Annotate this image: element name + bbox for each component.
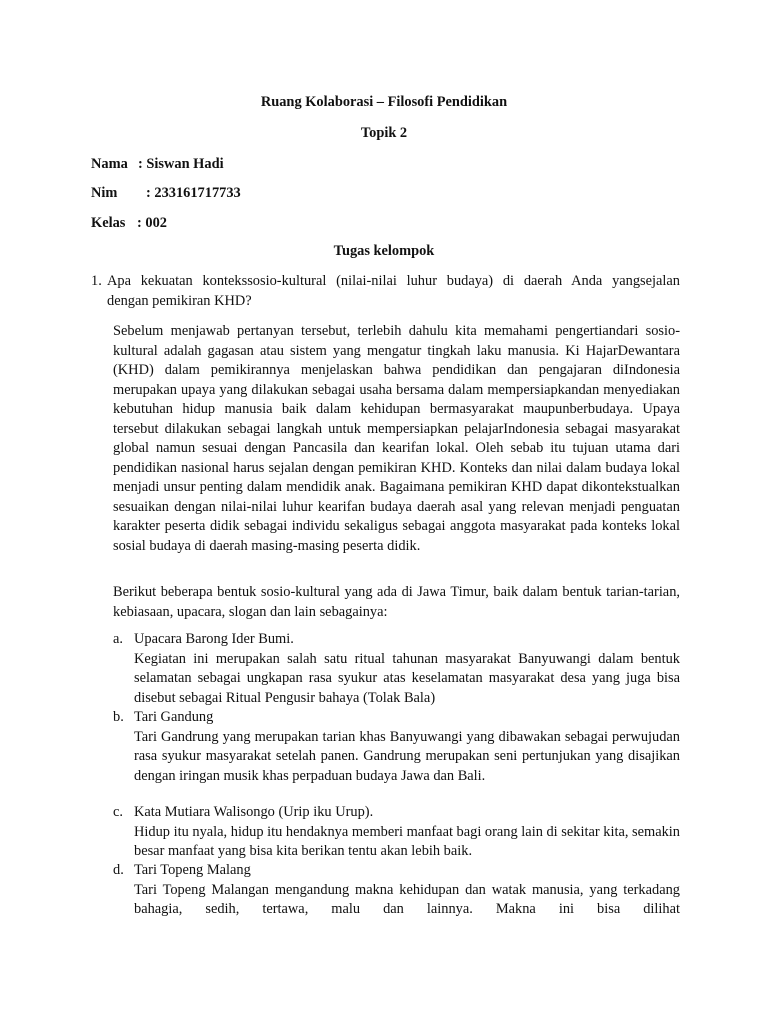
- list-item-title: Upacara Barong Ider Bumi.: [134, 631, 294, 647]
- section-title: Tugas kelompok: [333, 243, 435, 259]
- paragraph-intro: Sebelum menjawab pertanyan tersebut, terlebih dahulu kita memahami pengertiandari sosio-kultural adalah gagasan atau sistem yang mengatur tingkah laku manusia. Ki HajarDewantara (KHD) dalam pemikirannya menjelaskan bahwa pendidikan dan pengajaran diIndonesia merupakan upaya yang dilakukan sebagai usaha bersama dalam mempersiapkandan menyediakan kebutuhan hidup manusia baik dalam kehidupan bermasyarakat maupunberbudaya. Upaya tersebut dilakukan sebagai langkah untuk mempersiapkan pelajarIndonesia sebagai masyarakat global namun sesuai dengan Pancasila dan kearifan lokal. Oleh sebab itu tujuan utama dari pendidikan nasional harus sejalan dengan pemikiran KHD. Konteks dan nilai dalam budaya lokal menjadi unsur penting dalam mendidik anak. Bagaimana pemikiran KHD dapat dikontekstualkan sesuaikan dengan nilai-nilai luhur kearifan budaya daerah asal yang relevan menjadi penguatan karakter peserta didik sebagai individu sekaligus sebagai anggota masyarakat pada konteks lokal sosial budaya di daerah masing-masing peserta didik.: [113, 323, 680, 554]
- question-text-1: Apa kekuatan kontekssosio-kultural (nilai-nilai luhur budaya) di daerah Anda yangsejalan: [107, 273, 680, 289]
- list-item-title: Tari Topeng Malang: [134, 862, 251, 878]
- nim-label: Nim: [91, 185, 118, 201]
- class-label: Kelas: [91, 215, 126, 231]
- class-value: : 002: [137, 215, 167, 231]
- question-text-2: dengan pemikiran KHD?: [107, 292, 252, 309]
- list-item-letter: a.: [113, 631, 123, 647]
- document-title: Ruang Kolaborasi – Filosofi Pendidikan: [260, 94, 508, 110]
- question-line-1: [91, 272, 680, 292]
- paragraph-list-intro: Berikut beberapa bentuk sosio-kultural yang ada di Jawa Timur, baik dalam bentuk tarian-tarian, kebiasaan, upacara, slogan dan lain sebagainya:: [113, 584, 680, 620]
- name-label: Nama: [91, 156, 128, 172]
- class-row: [91, 214, 167, 234]
- list-item-letter: d.: [113, 862, 124, 878]
- nim-row: [91, 184, 241, 204]
- list-item-description: Kegiatan ini merupakan salah satu ritual tahunan masyarakat Banyuwangi dalam bentuk selamatan sebagai ungkapan rasa syukur atas keselamatan masyarakat desa yang juga bisa disebut sebagai Ritual Pengusir bahaya (Tolak Bala): [134, 650, 680, 706]
- nim-value: : 233161717733: [146, 185, 241, 201]
- name-row: [91, 155, 224, 175]
- name-value: : Siswan Hadi: [138, 156, 224, 172]
- list-item-title: Tari Gandung: [134, 709, 214, 725]
- list-item-description: Tari Topeng Malangan mengandung makna kehidupan dan watak manusia, yang terkadang bahagia, sedih, tertawa, malu dan lainnya. Makna ini bisa dilihat: [134, 881, 680, 917]
- list-item-description: Hidup itu nyala, hidup itu hendaknya memberi manfaat bagi orang lain di sekitar kita, semakin besar manfaat yang bisa kita berikan tentu akan lebih baik.: [134, 823, 680, 859]
- question-number: 1.: [91, 273, 102, 289]
- list-item-letter: b.: [113, 709, 124, 725]
- list-item-b: [113, 708, 680, 786]
- list-item-d: [113, 861, 680, 920]
- list-item-letter: c.: [113, 804, 123, 820]
- list-item-c: [113, 803, 680, 862]
- question: [91, 272, 680, 311]
- list-item-title: Kata Mutiara Walisongo (Urip iku Urup).: [134, 804, 374, 820]
- topic-heading: Topik 2: [360, 125, 408, 141]
- list-item-description: Tari Gandrung yang merupakan tarian khas Banyuwangi yang dibawakan sebagai perwujudan rasa syukur masyarakat setelah panen. Gandrung merupakan seni pertunjukan yang disajikan dengan iringan musik khas perpaduan budaya Jawa dan Bali.: [134, 728, 680, 784]
- list-item-a: [113, 630, 680, 708]
